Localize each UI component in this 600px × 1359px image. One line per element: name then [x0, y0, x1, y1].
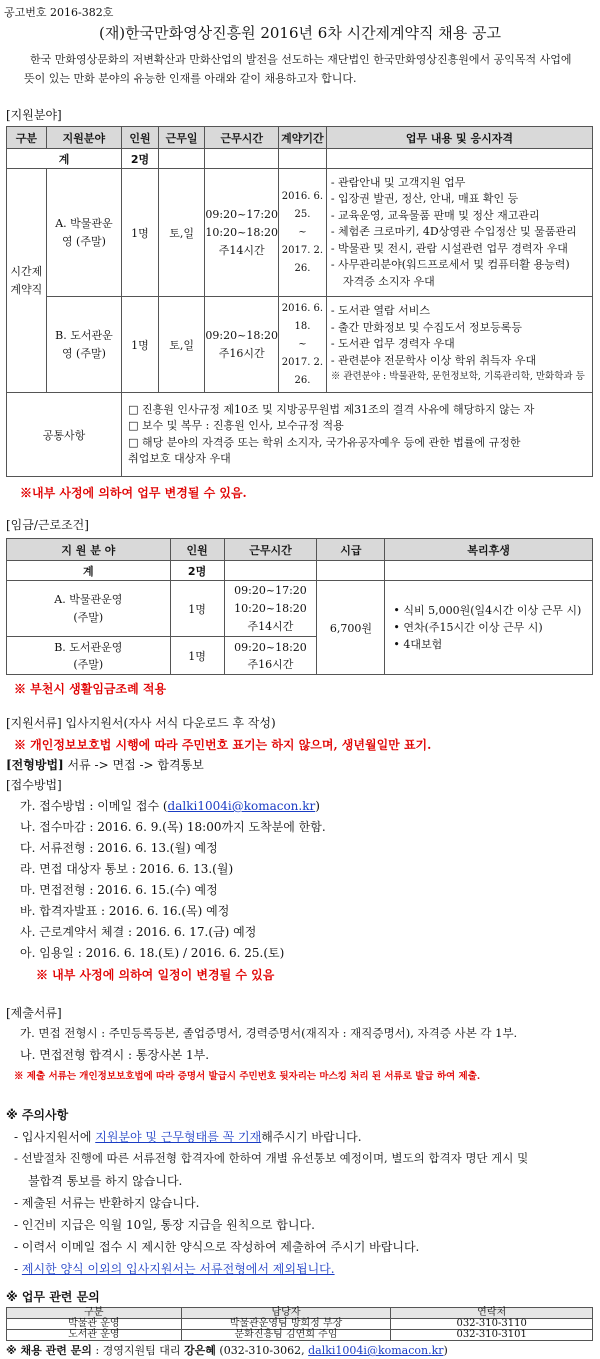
duty-item: - 박물관 및 전시, 관람 시설관련 업무 경력자 우대 — [330, 241, 568, 255]
caution-item: - 이력서 이메일 접수 시 제시한 양식으로 작성하여 제출하여 주시기 바랍니다. — [14, 1240, 420, 1254]
docs-text: 입사지원서(자사 서식 다운로드 후 작성) — [61, 716, 276, 730]
caution-text: - — [14, 1262, 22, 1276]
col-header: 근무시간 — [224, 539, 317, 561]
hours-line: 10:20~18:20 — [234, 601, 307, 615]
duty-item: - 관련분야 전문학사 이상 학위 취득자 우대 — [330, 353, 537, 367]
page-title: (재)한국만화영상진흥원 2016년 6차 시간제계약직 채용 공고 — [98, 24, 502, 42]
duty-item: - 체험존 크로마키, 4D상영관 수입정산 및 물품관리 — [330, 225, 577, 239]
common-item: □ 해당 분야의 자격증 또는 학위 소지자, 국가유공자예우 등에 관한 법률에 규정한 — [128, 435, 521, 449]
step-item: 바. 합격자발표 : 2016. 6. 16.(목) 예정 — [20, 904, 230, 918]
col-header: 구분 — [7, 1308, 182, 1319]
col-header: 구분 — [7, 127, 47, 149]
cautions-label: ※ 주의사항 — [6, 1108, 69, 1122]
caution-highlight: 지원분야 및 근무형태를 꼭 기재 — [95, 1130, 262, 1144]
field-section-heading: [지원분야] — [6, 108, 62, 122]
wage-field-line: (주말) — [73, 657, 104, 671]
col-header: 근무시간 — [205, 127, 279, 149]
period-line: 2016. 6. 18. — [281, 302, 324, 332]
common-item: □ 진흥원 인사규정 제10조 및 지방공무원법 제31조의 결격 사유에 해당하지 않는 자 — [128, 402, 535, 416]
notice-number: 공고번호 2016-382호 — [4, 6, 114, 19]
inquiry-label: ※ 업무 관련 문의 — [6, 1290, 100, 1304]
inquiry-cell: 도서관 운영 — [7, 1330, 182, 1341]
hours-line: 주14시간 — [247, 619, 294, 633]
steps-note: ※ 내부 사정에 의하여 일정이 변경될 수 있음 — [36, 968, 275, 982]
wage-hours — [224, 581, 317, 637]
wage-field-line: A. 박물관운영 — [54, 592, 123, 606]
duty-item: 자격증 소지자 우대 — [342, 274, 435, 288]
col-header: 시급 — [317, 539, 385, 561]
step-text: 가. 접수방법 : 이메일 접수 ( — [20, 799, 168, 813]
docs-note: ※ 개인정보보호법 시행에 따라 주민번호 표기는 하지 않으며, 생년월일만 표기. — [14, 738, 432, 752]
step-text: ) — [315, 799, 320, 813]
period-line: 2016. 6. 25. — [281, 190, 324, 220]
wage-note: ※ 부천시 생활임금조례 적용 — [14, 682, 167, 696]
hours-line: 09:20~17:20 — [205, 207, 279, 221]
inquiry-phone: 032-310-3101 — [391, 1330, 593, 1341]
common-label: 공통사항 — [7, 393, 122, 477]
col-header: 업무 내용 및 응시자격 — [326, 127, 592, 149]
field-duties — [326, 297, 592, 393]
method-text: 서류 -> 면접 -> 합격통보 — [63, 758, 204, 772]
inquiry-table-compact — [6, 1307, 593, 1341]
hire-inquiry — [6, 1342, 448, 1358]
inquiry-cell: 문화진흥팀 김연희 주임 — [181, 1330, 391, 1341]
wage-field-line: (주말) — [73, 610, 104, 624]
email-link[interactable]: dalki1004i@komacon.kr — [167, 799, 316, 813]
step-item: 마. 면접전형 : 2016. 6. 15.(수) 예정 — [20, 883, 218, 897]
col-header: 복리후생 — [385, 539, 593, 561]
duty-item: - 도서관 업무 경력자 우대 — [330, 337, 455, 351]
period-line: 2017. 2. 26. — [281, 244, 324, 274]
total-count: 2명 — [170, 561, 224, 581]
common-item: 취업보호 대상자 우대 — [128, 452, 231, 465]
common-items — [122, 393, 593, 477]
caution-item — [14, 1128, 362, 1145]
field-note: ※내부 사정에 의하여 업무 변경될 수 있음. — [20, 486, 247, 500]
col-header: 인원 — [170, 539, 224, 561]
wage-table — [6, 538, 593, 675]
hours-line: 10:20~18:20 — [205, 225, 279, 239]
submission-item: 가. 면접 전형시 : 주민등록등본, 졸업증명서, 경력증명서(재직자 : 재직증명서), 자격증 사본 각 1부. — [20, 1026, 518, 1040]
duty-item: - 교육운영, 교육물품 판매 및 정산 재고관리 — [330, 208, 540, 222]
caution-text: - 입사지원서에 — [14, 1130, 96, 1144]
submission-label: [제출서류] — [6, 1006, 62, 1020]
field-duties — [326, 169, 592, 297]
duty-item: - 출간 만화정보 및 수집도서 정보등록등 — [330, 320, 523, 334]
hours-line: 09:20~18:20 — [205, 328, 279, 342]
method-line — [6, 756, 204, 773]
benefit-item: • 식비 5,000원(일4시간 이상 근무 시) — [393, 604, 582, 617]
hire-text: : 경영지원팀 대리 — [91, 1344, 185, 1357]
duty-item: - 도서관 열람 서비스 — [330, 304, 431, 318]
col-header: 계약기간 — [279, 127, 327, 149]
field-name: A. 박물관운영 (주말) — [46, 169, 121, 297]
caution-item: - 선발절차 진행에 따른 서류전형 합격자에 한하여 개별 유선통보 예정이며, 별도의 합격자 명단 게시 및 — [14, 1151, 529, 1165]
step-item: 다. 서류전형 : 2016. 6. 13.(월) 예정 — [20, 841, 218, 855]
total-count: 2명 — [122, 149, 159, 169]
field-period — [279, 297, 327, 393]
wage-field — [7, 581, 171, 637]
caution-item: - 제출된 서류는 반환하지 않습니다. — [14, 1196, 200, 1210]
hire-phone: (032-310-3062, — [215, 1344, 309, 1357]
submission-note: ※ 제출 서류는 개인정보보호법에 따라 증명서 발급시 주민번호 뒷자리는 마스킹 처리 된 서류로 발급 하여 제출. — [14, 1071, 481, 1082]
field-days: 토,일 — [158, 297, 205, 393]
wage-section-heading: [임금/근로조건] — [6, 518, 89, 532]
hours-line: 09:20~18:20 — [234, 640, 307, 654]
total-label: 계 — [7, 561, 171, 581]
col-header: 지원분야 — [46, 127, 121, 149]
field-count: 1명 — [122, 297, 159, 393]
inquiry-cell: 박물관운영팀 방희정 부장 — [181, 1319, 391, 1330]
benefit-item: • 4대보험 — [393, 638, 443, 651]
total-label: 계 — [7, 149, 122, 169]
field-days: 토,일 — [158, 169, 205, 297]
method-label: [전형방법] — [6, 758, 64, 772]
inquiry-cell: 박물관 운영 — [7, 1319, 182, 1330]
col-header: 연락처 — [391, 1308, 593, 1319]
hire-email-link[interactable]: dalki1004i@komacon.kr — [308, 1344, 444, 1357]
field-hours — [205, 169, 279, 297]
hours-line: 주16시간 — [218, 346, 265, 360]
category-cell: 시간제 계약직 — [7, 169, 47, 393]
docs-line — [6, 714, 276, 731]
step-item: 라. 면접 대상자 통보 : 2016. 6. 13.(월) — [20, 862, 234, 876]
duty-item: - 입장권 발권, 정산, 안내, 매표 확인 등 — [330, 192, 519, 206]
wage-field — [7, 637, 171, 675]
benefits — [385, 581, 593, 675]
period-line: ~ — [298, 226, 307, 238]
hire-label: ※ 채용 관련 문의 — [6, 1344, 92, 1357]
caution-item: - 인건비 지급은 익월 10일, 통장 지급을 원칙으로 합니다. — [14, 1218, 315, 1232]
col-header: 지 원 분 야 — [7, 539, 171, 561]
field-name: B. 도서관운영 (주말) — [46, 297, 121, 393]
caution-item — [14, 1260, 335, 1277]
period-line: ~ — [298, 338, 307, 350]
benefit-item: • 연차(주15시간 이상 근무 시) — [393, 621, 543, 634]
duty-item: ※ 관련분야 : 박물관학, 문헌정보학, 기록관리학, 만화학과 등 — [330, 371, 585, 383]
receipt-label: [접수방법] — [6, 778, 62, 792]
hire-name: 강은혜 — [184, 1344, 216, 1357]
col-header: 담당자 — [181, 1308, 391, 1319]
caution-text: 해주시기 바랍니다. — [261, 1130, 362, 1144]
caution-highlight: 제시한 양식 이외의 입사지원서는 서류전형에서 제외됩니다. — [21, 1262, 335, 1276]
step-item: 나. 접수마감 : 2016. 6. 9.(목) 18:00까지 도착분에 한함. — [20, 820, 326, 834]
inquiry-phone: 032-310-3110 — [391, 1319, 593, 1330]
hourly-wage: 6,700원 — [317, 581, 385, 675]
period-line: 2017. 2. 26. — [281, 356, 324, 386]
step-item — [20, 797, 320, 814]
wage-hours — [224, 637, 317, 675]
hours-line: 주14시간 — [218, 243, 265, 257]
field-count: 1명 — [122, 169, 159, 297]
wage-count: 1명 — [170, 637, 224, 675]
col-header: 근무일 — [158, 127, 205, 149]
common-item: □ 보수 및 복무 : 진흥원 인사, 보수규정 적용 — [128, 419, 344, 432]
hire-end: ) — [443, 1344, 448, 1357]
field-table — [6, 126, 593, 477]
duty-item: - 사무관리분야(워드프로세서 및 컴퓨터활 용능력) — [330, 258, 570, 272]
field-hours — [205, 297, 279, 393]
step-item: 사. 근로계약서 체결 : 2016. 6. 17.(금) 예정 — [20, 925, 257, 939]
wage-count: 1명 — [170, 581, 224, 637]
duty-item: - 관람안내 및 고객지원 업무 — [330, 175, 466, 189]
step-item: 아. 임용일 : 2016. 6. 18.(토) / 2016. 6. 25.(토) — [20, 946, 285, 960]
field-period — [279, 169, 327, 297]
docs-label: [지원서류] — [6, 716, 62, 730]
hours-line: 09:20~17:20 — [234, 583, 307, 597]
submission-item: 나. 면접전형 합격시 : 통장사본 1부. — [20, 1048, 210, 1062]
wage-field-line: B. 도서관운영 — [54, 640, 123, 654]
col-header: 인원 — [122, 127, 159, 149]
intro-paragraph: 한국 만화영상문화의 저변확산과 만화산업의 발전을 선도하는 재단법인 한국만화영상진흥원에서 공익목적 사업에 뜻이 있는 만화 분야의 유능한 인재를 아래와 같이 채용하고자 합니다. — [24, 53, 572, 85]
caution-item: 불합격 통보를 하지 않습니다. — [28, 1174, 183, 1188]
hours-line: 주16시간 — [247, 657, 294, 671]
